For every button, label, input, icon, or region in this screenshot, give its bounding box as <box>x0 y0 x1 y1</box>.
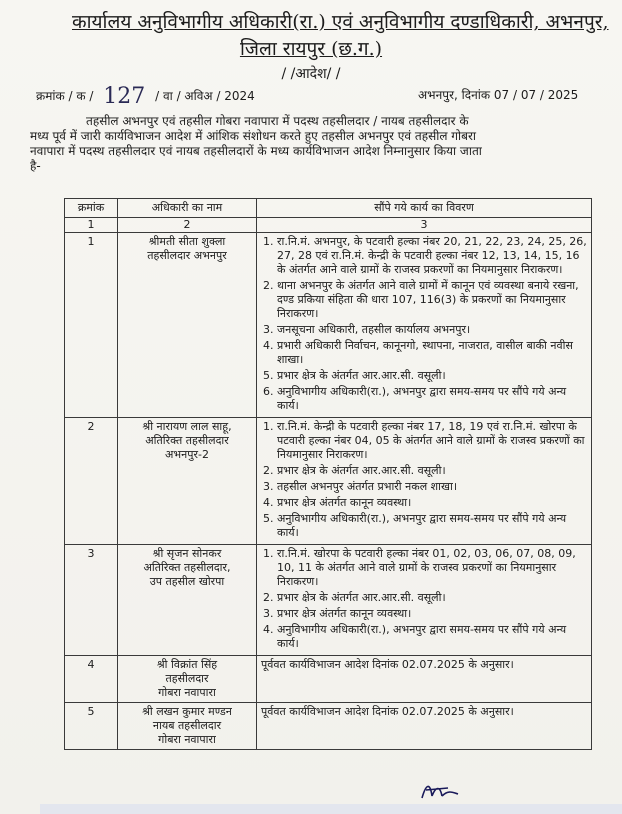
reference-suffix: / वा / अविअ / 2024 <box>155 89 255 103</box>
task-item: 1. रा.नि.मं. केन्द्री के पटवारी हल्का नंबर 17, 18, 19 एवं रा.नि.मं. खोरपा के पटवारी हल्का नंबर 04, 05 के अंतर्गत आने वाले ग्रामों के राजस्व प्रकरणों का नियमानुसार निराकरण। <box>277 420 587 462</box>
officer-line: अतिरिक्त तहसीलदार, <box>143 561 231 574</box>
table-header-row <box>65 199 592 218</box>
order-date: अभनपुर, दिनांक 07 / 07 / 2025 <box>418 88 579 102</box>
task-item: 2. थाना अभनपुर के अंतर्गत आने वाले ग्रामों में कानून एवं व्यवस्था बनाये रखना, दण्ड प्रकिया संहिता की धारा 107, 116(3) के प्रकरणों का नियमानुसार निराकरण। <box>277 279 587 321</box>
officer-cell <box>118 545 257 656</box>
column-header-work: सौंपे गये कार्य का विवरण <box>257 199 592 218</box>
intro-line: मध्य पूर्व में जारी कार्यविभाजन आदेश में आंशिक संशोधन करते हुए तहसील अभनपुर एवं तहसील गोबरा <box>30 129 477 143</box>
task-item: 1. रा.नि.मं. अभनपुर, के पटवारी हल्का नंबर 20, 21, 22, 23, 24, 25, 26, 27, 28 एवं रा.नि.मं. केन्द्री के पटवारी हल्का नंबर 12, 13, 14, 15, 16 के अंतर्गत आने वाले ग्रामों के राजस्व प्रकरणों का नियमानुसार निराकरण। <box>277 235 587 277</box>
task-item: 4. प्रभारी अधिकारी निर्वाचन, कानूनगो, स्थापना, नाजरात, वासील बाकी नवीस शाखा। <box>277 339 587 367</box>
intro-line: तहसील अभनपुर एवं तहसील गोबरा नवापारा में पदस्थ तहसीलदार / नायब तहसीलदार के <box>86 114 469 128</box>
intro-paragraph <box>30 114 590 174</box>
task-item: 2. प्रभार क्षेत्र के अंतर्गत आर.आर.सी. वसूली। <box>277 464 587 478</box>
work-description-cell <box>257 656 592 703</box>
work-description-cell <box>257 545 592 656</box>
reference-prefix: क्रमांक / क / <box>36 89 94 103</box>
officer-cell <box>118 233 257 418</box>
officer-line: उप तहसील खोरपा <box>149 575 225 588</box>
work-division-table <box>64 198 592 750</box>
task-list <box>261 235 587 413</box>
serial-number-cell: 4 <box>65 656 118 703</box>
column-index: 2 <box>118 218 257 233</box>
scan-edge <box>40 804 622 814</box>
officer-line: नायब तहसीलदार <box>152 719 222 732</box>
serial-number-cell: 2 <box>65 418 118 545</box>
officer-line: श्री विक्रांत सिंह <box>156 658 218 671</box>
order-heading: / /आदेश/ / <box>281 66 341 82</box>
intro-line: है- <box>30 159 41 173</box>
task-item: 3. प्रभार क्षेत्र अंतर्गत कानून व्यवस्था। <box>277 607 587 621</box>
intro-line: नवापारा में पदस्थ तहसीलदार एवं नायब तहसीलदारों के मध्य कार्यविभाजन आदेश निम्नानुसार किया जाता <box>30 144 482 158</box>
task-item: 3. जनसूचना अधिकारी, तहसील कार्यालय अभनपुर। <box>277 323 587 337</box>
column-index: 3 <box>257 218 592 233</box>
officer-line: तहसीलदार अभनपुर <box>147 249 227 262</box>
table-row <box>65 233 592 418</box>
office-title: कार्यालय अनुविभागीय अधिकारी(रा.) एवं अनुविभागीय दण्डाधिकारी, अभनपुर, <box>72 11 609 33</box>
table-row <box>65 545 592 656</box>
officer-cell <box>118 703 257 750</box>
officer-line: गोबरा नवापारा <box>158 733 216 746</box>
officer-line: श्री नारायण लाल साहू, <box>142 420 232 433</box>
district-title: जिला रायपुर (छ.ग.) <box>239 38 383 60</box>
officer-line: श्री सृजन सोनकर <box>152 547 222 560</box>
table-row <box>65 703 592 750</box>
signature-mark <box>418 780 478 802</box>
task-item: 4. प्रभार क्षेत्र अंतर्गत कानून व्यवस्था। <box>277 496 587 510</box>
officer-line: गोबरा नवापारा <box>158 686 216 699</box>
task-item: 5. प्रभार क्षेत्र के अंतर्गत आर.आर.सी. वसूली। <box>277 369 587 383</box>
officer-line: अतिरिक्त तहसीलदार <box>145 434 229 447</box>
officer-line: अभनपुर-2 <box>165 448 209 461</box>
serial-number-cell: 5 <box>65 703 118 750</box>
serial-number-cell: 3 <box>65 545 118 656</box>
task-item: 5. अनुविभागीय अधिकारी(रा.), अभनपुर द्वारा समय-समय पर सौंपे गये अन्य कार्य। <box>277 512 587 540</box>
task-item: 1. रा.नि.मं. खोरपा के पटवारी हल्का नंबर 01, 02, 03, 06, 07, 08, 09, 10, 11 के अंतर्गत आने वाले ग्रामों के राजस्व प्रकरणों का नियमानुसार निराकरण। <box>277 547 587 589</box>
officer-line: श्रीमती सीता शुक्ला <box>148 235 226 248</box>
column-header-serial: क्रमांक <box>65 199 118 218</box>
reference-line <box>36 84 255 109</box>
reference-number: 127 <box>103 84 146 109</box>
work-description-cell <box>257 703 592 750</box>
column-header-officer: अधिकारी का नाम <box>118 199 257 218</box>
officer-line: तहसीलदार <box>165 672 209 685</box>
table-row <box>65 418 592 545</box>
task-item: 6. अनुविभागीय अधिकारी(रा.), अभनपुर द्वारा समय-समय पर सौंपे गये अन्य कार्य। <box>277 385 587 413</box>
task-item: 2. प्रभार क्षेत्र के अंतर्गत आर.आर.सी. वसूली। <box>277 591 587 605</box>
table-row <box>65 656 592 703</box>
work-description-cell <box>257 233 592 418</box>
column-index: 1 <box>65 218 118 233</box>
work-note: पूर्ववत कार्यविभाजन आदेश दिनांक 02.07.2025 के अनुसार। <box>261 658 514 671</box>
task-item: 3. तहसील अभनपुर अंतर्गत प्रभारी नकल शाखा। <box>277 480 587 494</box>
officer-cell <box>118 656 257 703</box>
column-index-row <box>65 218 592 233</box>
work-note: पूर्ववत कार्यविभाजन आदेश दिनांक 02.07.2025 के अनुसार। <box>261 705 514 718</box>
task-list <box>261 547 587 651</box>
task-list <box>261 420 587 540</box>
serial-number-cell: 1 <box>65 233 118 418</box>
officer-line: श्री लखन कुमार मण्डन <box>142 705 232 718</box>
task-item: 4. अनुविभागीय अधिकारी(रा.), अभनपुर द्वारा समय-समय पर सौंपे गये अन्य कार्य। <box>277 623 587 651</box>
officer-cell <box>118 418 257 545</box>
work-description-cell <box>257 418 592 545</box>
